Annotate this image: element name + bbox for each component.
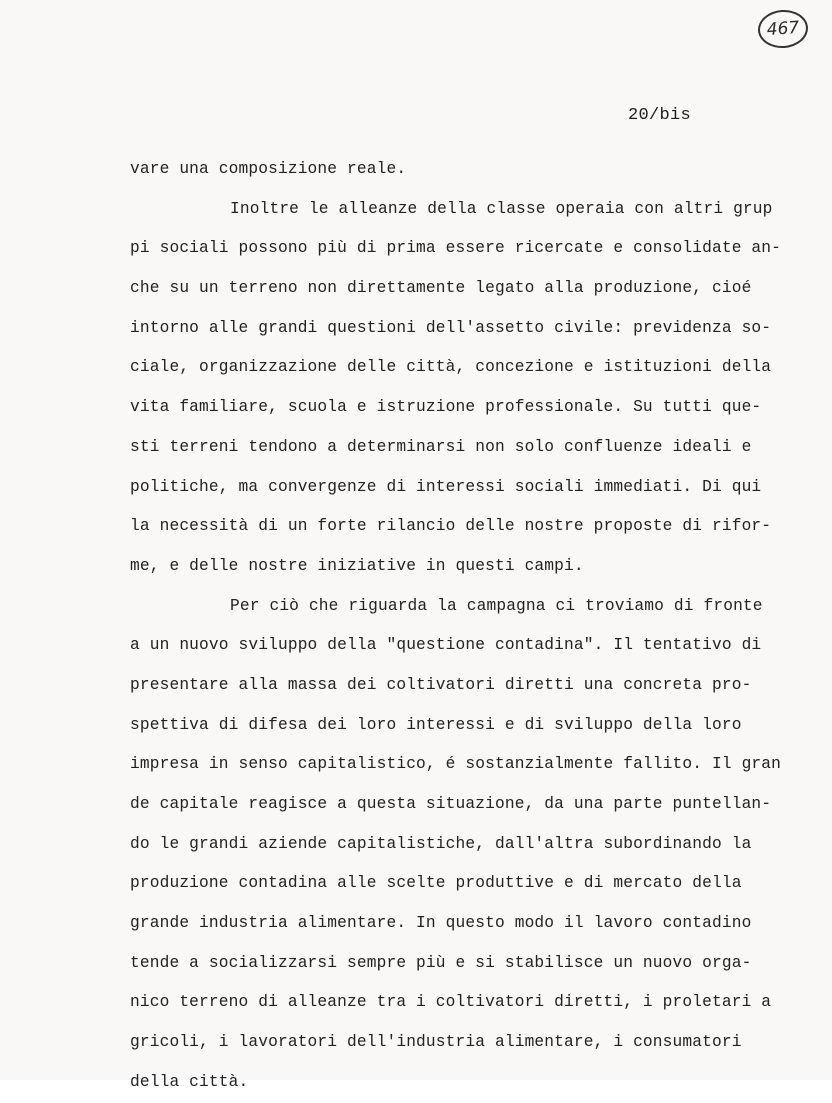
archive-stamp-number: 467	[766, 17, 800, 41]
archive-stamp	[757, 8, 810, 49]
text-line: nico terreno di alleanze tra i coltivatori diretti, i proletari a	[130, 993, 772, 1012]
text-line: la necessità di un forte rilancio delle nostre proposte di rifor-	[130, 517, 772, 536]
text-line: presentare alla massa dei coltivatori diretti una concreta pro-	[130, 675, 752, 694]
text-line: vare una composizione reale.	[130, 160, 407, 178]
text-line: vita familiare, scuola e istruzione professionale. Su tutti que-	[130, 398, 762, 417]
text-line: impresa in senso capitalistico, é sostanzialmente fallito. Il gran	[130, 755, 782, 774]
text-line: do le grandi aziende capitalistiche, dall'altra subordinando la	[130, 834, 752, 853]
text-line: gricoli, i lavoratori dell'industria alimentare, i consumatori	[130, 1033, 742, 1052]
text-line: politiche, ma convergenze di interessi sociali immediati. Di qui	[130, 477, 762, 496]
text-line: della città.	[130, 1072, 249, 1091]
text-line: produzione contadina alle scelte produttive e di mercato della	[130, 874, 742, 893]
page-number: 20/bis	[628, 106, 692, 125]
text-line: a un nuovo sviluppo della "questione contadina". Il tentativo di	[130, 636, 762, 655]
text-line: Per ciò che riguarda la campagna ci troviamo di fronte	[230, 596, 763, 615]
text-line: Inoltre le alleanze della classe operaia con altri grup	[230, 199, 773, 218]
text-line: sti terreni tendono a determinarsi non solo confluenze ideali e	[130, 437, 752, 456]
text-line: spettiva di difesa dei loro interessi e di sviluppo della loro	[130, 715, 742, 734]
text-line: ciale, organizzazione delle città, concezione e istituzioni della	[130, 358, 772, 377]
text-line: me, e delle nostre iniziative in questi campi.	[130, 556, 584, 575]
text-line: pi sociali possono più di prima essere ricercate e consolidate an-	[130, 239, 782, 258]
text-line: de capitale reagisce a questa situazione, da una parte puntellan-	[130, 795, 772, 813]
text-line: che su un terreno non direttamente legato alla produzione, cioé	[130, 279, 752, 298]
body-text	[130, 150, 790, 1103]
text-line: grande industria alimentare. In questo modo il lavoro contadino	[130, 914, 752, 933]
text-line: tende a socializzarsi sempre più e si stabilisce un nuovo orga-	[130, 953, 752, 972]
text-line: intorno alle grandi questioni dell'assetto civile: previdenza so-	[130, 318, 772, 337]
